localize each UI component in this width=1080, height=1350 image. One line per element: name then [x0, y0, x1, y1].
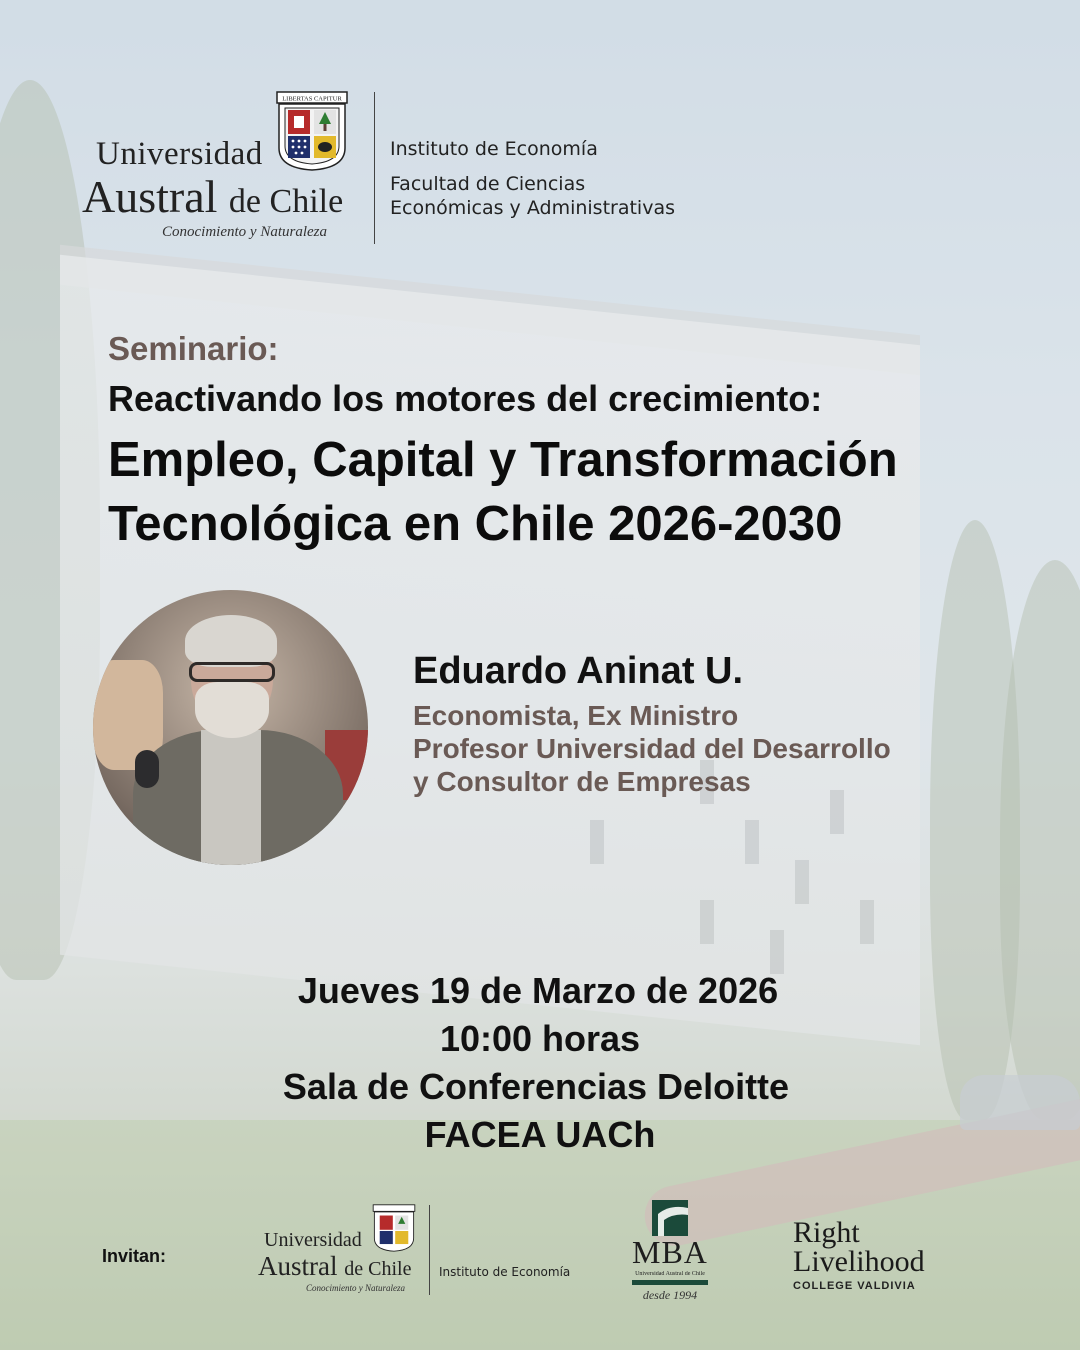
uach-logo: [82, 90, 354, 250]
crest-motto: LIBERTAS CAPITUR: [282, 95, 342, 103]
speaker-role-3: y Consultor de Empresas: [413, 766, 751, 797]
uach-logo-line2: [82, 170, 343, 223]
seminar-title-line2: Tecnológica en Chile 2026-2030: [108, 497, 843, 551]
event-time: 10:00 horas: [439, 1018, 641, 1059]
footer-uach-line1: Universidad: [264, 1229, 362, 1251]
footer-uach-crest-icon: [372, 1203, 416, 1253]
header-divider: [374, 92, 375, 244]
mba-mark-icon: [652, 1200, 688, 1236]
uach-crest-icon: [275, 90, 349, 172]
speaker-role-2: Profesor Universidad del Desarrollo: [413, 733, 891, 764]
mba-logo: [630, 1200, 710, 1305]
uach-logo-austral: Austral: [82, 171, 218, 222]
speaker-name: Eduardo Aninat U.: [413, 650, 744, 692]
event-place: FACEA UACh: [424, 1114, 656, 1155]
footer-uach-tagline: Conocimiento y Naturaleza: [306, 1283, 405, 1293]
speaker-role-1: Economista, Ex Ministro: [413, 700, 739, 731]
speaker-photo: [93, 590, 368, 865]
seminar-title-line1: Empleo, Capital y Transformación: [108, 433, 898, 487]
rl-line1: Right: [793, 1216, 860, 1249]
mba-desde: desde 1994: [642, 1288, 698, 1302]
photo-shirt: [201, 730, 261, 865]
event-venue: Sala de Conferencias Deloitte: [282, 1066, 790, 1107]
footer-institute: Instituto de Economía: [439, 1265, 571, 1279]
mba-bar: [632, 1280, 708, 1285]
header-logo: [82, 90, 722, 250]
footer-uach-austral: Austral: [258, 1251, 338, 1281]
mba-university: Universidad Austral de Chile: [635, 1271, 705, 1277]
footer-uach-divider: [429, 1205, 430, 1295]
rl-line2: Livelihood: [793, 1245, 925, 1278]
seminar-kicker: Seminario:: [108, 330, 279, 367]
uach-logo-line1: Universidad: [96, 136, 263, 172]
faculty-line2: Económicas y Administrativas: [390, 197, 675, 219]
photo-glasses: [189, 662, 275, 682]
seminar-subtitle: Reactivando los motores del crecimiento:: [108, 378, 823, 419]
photo-hair: [185, 615, 277, 667]
faculty-line1: Facultad de Ciencias: [390, 173, 586, 195]
right-livelihood-logo: [793, 1218, 953, 1298]
mba-text: MBA: [632, 1234, 708, 1270]
photo-beard: [195, 682, 269, 738]
seminar-title: [108, 428, 898, 556]
microphone-icon: [135, 750, 159, 788]
invitan-label: Invitan:: [102, 1246, 167, 1266]
rl-line3: COLLEGE VALDIVIA: [793, 1280, 916, 1292]
institute-name: Instituto de Economía: [390, 138, 598, 160]
footer-uach-de-chile: de Chile: [344, 1258, 412, 1280]
footer-uach-logo: [258, 1203, 578, 1303]
uach-logo-de-chile: de Chile: [228, 183, 344, 220]
footer-uach-line2: [258, 1251, 411, 1282]
event-date: Jueves 19 de Marzo de 2026: [297, 970, 779, 1011]
uach-tagline: Conocimiento y Naturaleza: [162, 224, 327, 240]
